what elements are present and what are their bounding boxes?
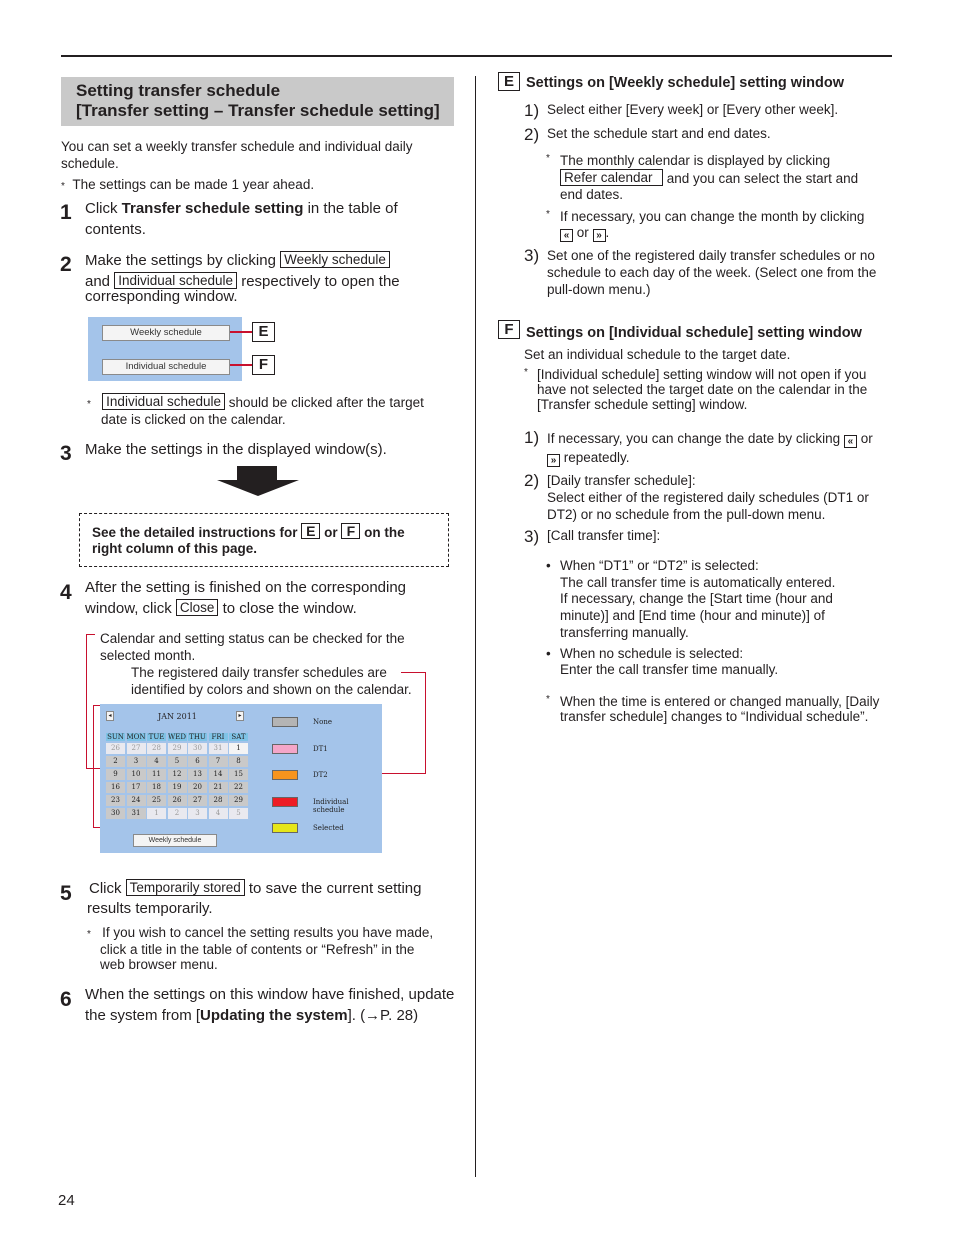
calendar-day[interactable]: 5 bbox=[168, 756, 187, 767]
calendar-day[interactable]: 7 bbox=[209, 756, 228, 767]
label-e: E bbox=[252, 322, 275, 342]
calendar-day[interactable]: 1 bbox=[147, 808, 166, 819]
step-5-text-cont: results temporarily. bbox=[87, 900, 213, 917]
calendar-weekday-header: SAT bbox=[229, 733, 248, 741]
legend-swatch bbox=[272, 823, 298, 833]
legend-swatch bbox=[272, 797, 298, 807]
step-1-number: 1 bbox=[60, 201, 72, 224]
calendar-weekday-header: TUE bbox=[148, 733, 165, 741]
calendar-day[interactable]: 5 bbox=[229, 808, 248, 819]
step-5-text: Click Temporarily stored to save the current setting bbox=[89, 880, 422, 897]
step-4-note-2: The registered daily transfer schedules are identified by colors and shown on the calendar. bbox=[131, 665, 412, 697]
section-f-title: Settings on [Individual schedule] setting window bbox=[526, 325, 862, 341]
calendar-day[interactable]: 27 bbox=[127, 743, 146, 754]
f-item-1-text: If necessary, you can change the date by clicking « or » repeatedly. bbox=[547, 431, 873, 466]
step-1-text: Click Transfer schedule setting in the table of contents. bbox=[85, 200, 398, 238]
step-2-text-cont: corresponding window. bbox=[85, 288, 238, 305]
calendar-day[interactable]: 8 bbox=[229, 756, 248, 767]
calendar-day[interactable]: 30 bbox=[106, 808, 125, 819]
bracket-top bbox=[86, 634, 95, 635]
calendar-day[interactable]: 26 bbox=[168, 795, 187, 806]
close-button-ref: Close bbox=[176, 599, 219, 616]
legend-label: Individual schedule bbox=[313, 797, 349, 814]
f-note: [Individual schedule] setting window will not open if you have not selected the target date on the calendar in the [Transfer schedule setting] window. bbox=[537, 367, 868, 412]
prev-icon: « bbox=[560, 229, 573, 242]
section-f-label: F bbox=[498, 320, 520, 339]
calendar-day[interactable]: 28 bbox=[209, 795, 228, 806]
bracket-left bbox=[86, 634, 87, 768]
callout-line-e bbox=[230, 331, 252, 333]
calendar-day[interactable]: 23 bbox=[106, 795, 125, 806]
step-2-text: Make the settings by clicking Weekly schedule and Individual schedule respectively to open the bbox=[85, 252, 400, 290]
temporarily-stored-button-ref: Temporarily stored bbox=[126, 879, 245, 896]
step-3-number: 3 bbox=[60, 442, 72, 465]
calendar-day[interactable]: 20 bbox=[188, 782, 207, 793]
calendar-day[interactable]: 1 bbox=[229, 743, 248, 754]
calendar-day[interactable]: 3 bbox=[188, 808, 207, 819]
e-item-1-text: Select either [Every week] or [Every other week]. bbox=[547, 102, 839, 117]
section-title: Setting transfer schedule bbox=[76, 81, 281, 100]
section-heading bbox=[61, 77, 454, 126]
next-month-icon[interactable]: ▸ bbox=[236, 711, 244, 721]
f-item-3-number: 3) bbox=[524, 527, 540, 546]
calendar-day[interactable]: 9 bbox=[106, 769, 125, 780]
calendar-day[interactable]: 25 bbox=[147, 795, 166, 806]
step-4-note: Calendar and setting status can be checked for the selected month. bbox=[100, 631, 405, 663]
calendar-day[interactable]: 19 bbox=[168, 782, 187, 793]
label-f: F bbox=[252, 355, 275, 375]
weekly-schedule-button-ref: Weekly schedule bbox=[280, 251, 390, 268]
top-rule bbox=[61, 55, 892, 57]
calendar-day[interactable]: 30 bbox=[188, 743, 207, 754]
calendar-day[interactable]: 3 bbox=[127, 756, 146, 767]
calendar-weekday-header: THU bbox=[189, 733, 206, 741]
see-instructions-box: See the detailed instructions for E or F on the right column of this page. bbox=[79, 513, 449, 567]
e-note-1: The monthly calendar is displayed by clicking Refer calendar and you can select the start and end dates. bbox=[560, 153, 859, 202]
calendar-day[interactable]: 11 bbox=[147, 769, 166, 780]
section-subtitle: [Transfer setting – Transfer schedule setting] bbox=[76, 101, 440, 120]
calendar-weekday-header: MON bbox=[126, 733, 146, 741]
individual-schedule-button-ref: Individual schedule bbox=[114, 272, 237, 289]
next-date-icon: » bbox=[547, 454, 560, 467]
calendar-weekday-header: SUN bbox=[107, 733, 124, 741]
e-item-2-text: Set the schedule start and end dates. bbox=[547, 126, 771, 141]
e-item-2-number: 2) bbox=[524, 125, 540, 144]
f-note-2-marker: * bbox=[546, 694, 550, 705]
e-note-2: If necessary, you can change the month by clicking « or » . bbox=[560, 209, 865, 241]
calendar-day[interactable]: 24 bbox=[127, 795, 146, 806]
weekly-schedule-button[interactable]: Weekly schedule bbox=[102, 325, 230, 341]
f-bullet-1-dot: • bbox=[546, 558, 551, 573]
bracket-right-bottom bbox=[381, 773, 426, 774]
e-item-3-number: 3) bbox=[524, 246, 540, 265]
legend-label: Selected bbox=[313, 824, 344, 832]
legend-swatch bbox=[272, 770, 298, 780]
calendar-day[interactable]: 31 bbox=[209, 743, 228, 754]
calendar-weekday-header: FRI bbox=[209, 733, 228, 741]
e-note-2-marker: * bbox=[546, 209, 550, 220]
calendar-day[interactable]: 16 bbox=[106, 782, 125, 793]
calendar-day[interactable]: 10 bbox=[127, 769, 146, 780]
calendar-day[interactable]: 2 bbox=[106, 756, 125, 767]
callout-line-f bbox=[230, 364, 252, 366]
legend-swatch bbox=[272, 744, 298, 754]
section-e-title: Settings on [Weekly schedule] setting window bbox=[526, 75, 844, 91]
calendar-day[interactable]: 13 bbox=[188, 769, 207, 780]
step-4-number: 4 bbox=[60, 581, 72, 604]
f-bullet-2: When no schedule is selected: Enter the call transfer time manually. bbox=[560, 646, 779, 677]
step-3-text: Make the settings in the displayed window(s). bbox=[85, 441, 387, 458]
individual-schedule-button[interactable]: Individual schedule bbox=[102, 359, 230, 375]
calendar-day[interactable]: 4 bbox=[209, 808, 228, 819]
calendar-day[interactable]: 29 bbox=[168, 743, 187, 754]
down-arrow-icon bbox=[217, 466, 299, 496]
legend-label: DT1 bbox=[313, 744, 328, 753]
step-2-number: 2 bbox=[60, 253, 72, 276]
weekly-schedule-button[interactable]: Weekly schedule bbox=[133, 834, 217, 847]
step-5-note: * If you wish to cancel the setting results you have made, click a title in the table of contents or “Refresh” in the web browser menu. bbox=[87, 925, 434, 972]
calendar-day[interactable]: 31 bbox=[127, 808, 146, 819]
f-item-3-text: [Call transfer time]: bbox=[547, 528, 661, 543]
f-item-2-text: [Daily transfer schedule]: Select either of the registered daily schedules (DT1 or DT2) or no schedule from the pull-down menu. bbox=[547, 473, 869, 522]
step-4-text: After the setting is finished on the corresponding window, click Close to close the window. bbox=[85, 579, 407, 617]
legend-swatch bbox=[272, 717, 298, 727]
calendar-day[interactable]: 17 bbox=[127, 782, 146, 793]
f-item-2-number: 2) bbox=[524, 471, 540, 490]
calendar-day[interactable]: 12 bbox=[168, 769, 187, 780]
intro-text: You can set a weekly transfer schedule and individual daily schedule. bbox=[61, 139, 413, 171]
calendar-day[interactable]: 22 bbox=[229, 782, 248, 793]
schedule-buttons-screenshot bbox=[88, 317, 242, 381]
legend-label: DT2 bbox=[313, 771, 328, 779]
calendar-day[interactable]: 29 bbox=[229, 795, 248, 806]
step-6-text: When the settings on this window have finished, update the system from [Updating the system]. (→P. 28) bbox=[85, 986, 455, 1024]
step-6-number: 6 bbox=[60, 988, 72, 1011]
f-bullet-1: When “DT1” or “DT2” is selected: The call transfer time is automatically entered. If necessary, change the [Start time (hour and minute)] and [End time (hour and minute)] of transferring manually. bbox=[560, 558, 836, 640]
calendar-day[interactable]: 6 bbox=[188, 756, 207, 767]
intro-note: * The settings can be made 1 year ahead. bbox=[61, 177, 315, 192]
calendar-day[interactable]: 14 bbox=[209, 769, 228, 780]
section-e-label: E bbox=[498, 72, 520, 91]
page-number: 24 bbox=[58, 1192, 75, 1209]
e-item-3-text: Set one of the registered daily transfer schedules or no schedule to each day of the week. (Select one from the pull-down menu.) bbox=[547, 248, 877, 297]
legend-label: None bbox=[313, 718, 332, 726]
f-note-marker: * bbox=[524, 367, 528, 378]
step-5-number: 5 bbox=[60, 882, 72, 905]
calendar-day[interactable]: 18 bbox=[147, 782, 166, 793]
calendar-day[interactable]: 27 bbox=[188, 795, 207, 806]
f-intro: Set an individual schedule to the target date. bbox=[524, 347, 791, 362]
next-icon: » bbox=[593, 229, 606, 242]
calendar-day[interactable]: 26 bbox=[106, 743, 125, 754]
e-item-1-number: 1) bbox=[524, 101, 540, 120]
calendar-day[interactable]: 4 bbox=[147, 756, 166, 767]
calendar-day[interactable]: 15 bbox=[229, 769, 248, 780]
prev-date-icon: « bbox=[844, 435, 857, 448]
calendar-month: JAN 2011 bbox=[158, 712, 197, 721]
calendar-screenshot bbox=[100, 704, 382, 853]
e-note-1-marker: * bbox=[546, 153, 550, 164]
calendar-day[interactable]: 28 bbox=[147, 743, 166, 754]
step-2-note: * Individual schedule should be clicked after the target date is clicked on the calendar. bbox=[87, 394, 424, 427]
f-note-2: When the time is entered or changed manually, [Daily transfer schedule] changes to “Individual schedule”. bbox=[560, 694, 880, 724]
calendar-day[interactable]: 21 bbox=[209, 782, 228, 793]
calendar-day[interactable]: 2 bbox=[168, 808, 187, 819]
f-item-1-number: 1) bbox=[524, 428, 540, 447]
prev-month-icon[interactable]: ◂ bbox=[106, 711, 114, 721]
calendar-weekday-header: WED bbox=[168, 733, 186, 741]
f-bullet-2-dot: • bbox=[546, 646, 551, 661]
column-divider bbox=[475, 76, 476, 1177]
